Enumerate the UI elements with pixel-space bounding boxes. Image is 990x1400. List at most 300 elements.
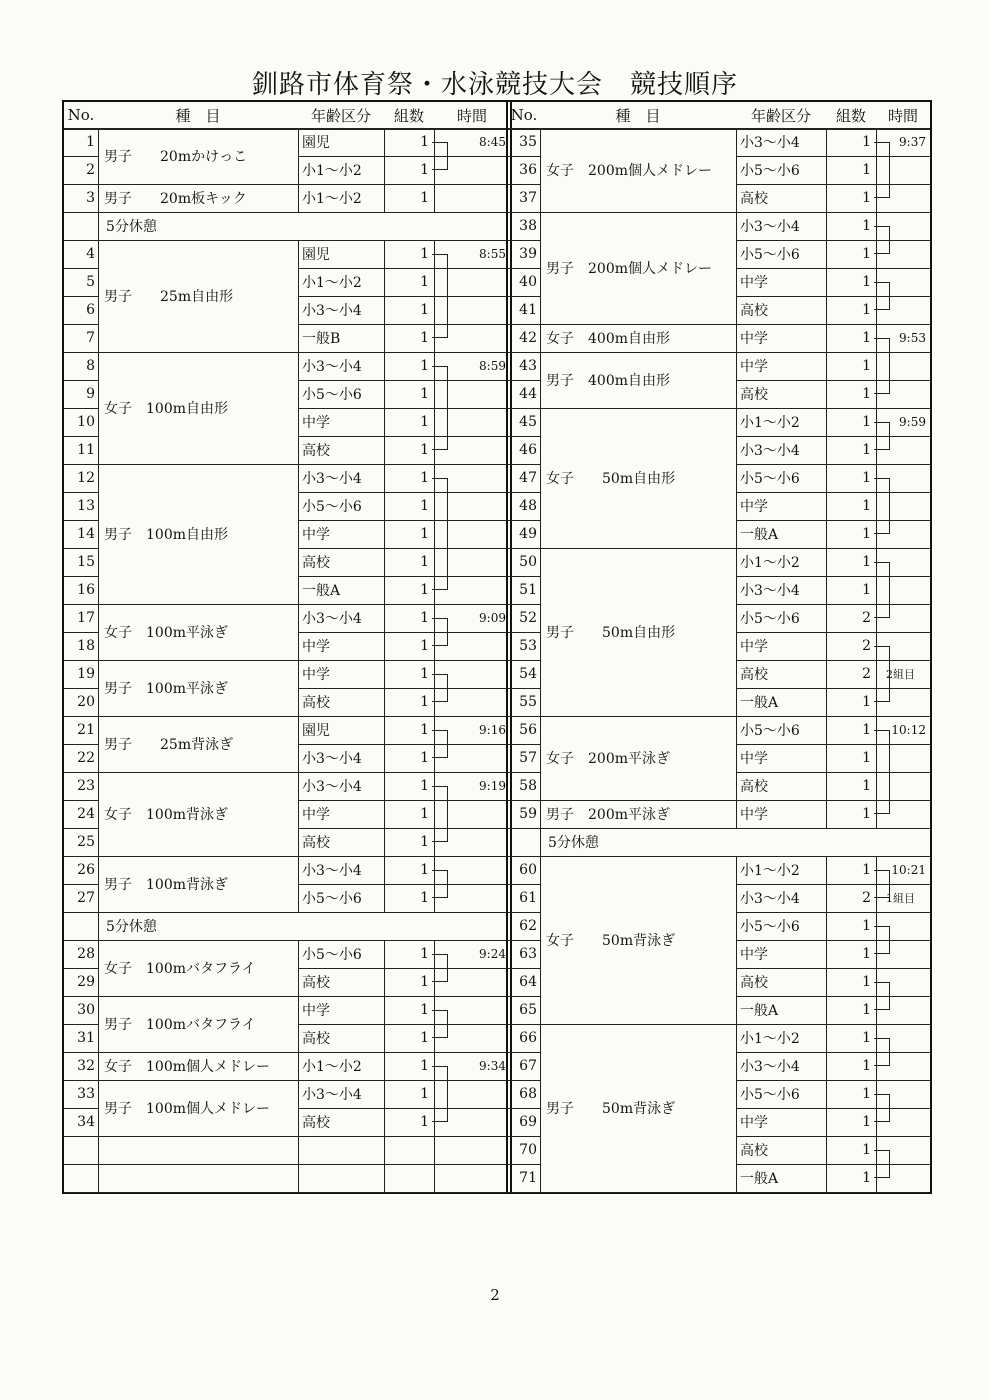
race-number: 37 xyxy=(519,190,537,206)
start-time: 8:59 xyxy=(479,359,506,373)
race-number: 68 xyxy=(519,1086,537,1102)
event-name: 女子 50m背泳ぎ xyxy=(546,933,676,949)
col-line xyxy=(298,548,299,576)
age-category: 中学 xyxy=(302,639,330,655)
col-line xyxy=(826,1024,827,1052)
group-count: 1 xyxy=(862,246,871,262)
group-count: 1 xyxy=(862,694,871,710)
col-line xyxy=(826,352,827,380)
group-count: 1 xyxy=(862,554,871,570)
start-time: 8:55 xyxy=(479,247,506,261)
group-count: 1 xyxy=(420,834,429,850)
col-line xyxy=(384,492,385,520)
col-line xyxy=(736,1136,737,1164)
race-number: 64 xyxy=(519,974,537,990)
col-line xyxy=(736,324,737,352)
col-line xyxy=(298,296,299,324)
group-count: 1 xyxy=(862,1142,871,1158)
age-category: 一般A xyxy=(740,1171,779,1187)
group-count: 1 xyxy=(420,1030,429,1046)
bracket-connector xyxy=(432,142,448,170)
col-line xyxy=(826,184,827,212)
break-row xyxy=(508,828,930,856)
age-category: 小5～小6 xyxy=(302,499,362,515)
age-category: 高校 xyxy=(302,1115,330,1131)
event-name: 男子 100m背泳ぎ xyxy=(104,877,228,893)
group-count: 1 xyxy=(862,1030,871,1046)
col-line xyxy=(826,660,827,688)
header-event: 種 目 xyxy=(615,106,661,125)
bracket-connector xyxy=(874,1150,890,1178)
age-category: 中学 xyxy=(302,1003,330,1019)
event-name: 男子 25m背泳ぎ xyxy=(104,737,234,753)
col-line xyxy=(826,1136,827,1164)
bracket-connector xyxy=(432,254,448,338)
col-line xyxy=(826,1108,827,1136)
col-line xyxy=(384,380,385,408)
bracket-connector xyxy=(874,870,890,898)
col-line xyxy=(384,940,385,968)
race-number: 27 xyxy=(77,890,95,906)
col-line xyxy=(298,492,299,520)
col-line xyxy=(826,1052,827,1080)
col-line xyxy=(826,296,827,324)
age-category: 小5～小6 xyxy=(740,611,800,627)
col-line xyxy=(384,828,385,856)
group-count: 1 xyxy=(420,526,429,542)
col-line xyxy=(826,1164,827,1192)
group-count: 1 xyxy=(420,498,429,514)
start-time xyxy=(434,1136,510,1164)
col-line xyxy=(736,856,737,884)
group-count: 1 xyxy=(420,414,429,430)
col-line xyxy=(736,996,737,1024)
col-line xyxy=(298,632,299,660)
col-line xyxy=(826,688,827,716)
col-line xyxy=(826,856,827,884)
group-count: 1 xyxy=(862,330,871,346)
col-line xyxy=(540,828,541,856)
age-category: 中学 xyxy=(302,415,330,431)
age-category: 高校 xyxy=(302,975,330,991)
event-name: 男子 200m平泳ぎ xyxy=(546,807,670,823)
event-name: 女子 200m個人メドレー xyxy=(546,163,712,179)
age-category: 中学 xyxy=(740,1115,768,1131)
col-line xyxy=(298,828,299,856)
group-count: 1 xyxy=(862,946,871,962)
group-count: 2 xyxy=(862,638,871,654)
race-number: 36 xyxy=(519,162,537,178)
col-line xyxy=(384,240,385,268)
group-count: 1 xyxy=(862,1002,871,1018)
age-category: 高校 xyxy=(302,443,330,459)
race-number: 34 xyxy=(77,1114,95,1130)
age-category: 中学 xyxy=(740,499,768,515)
col-line xyxy=(736,240,737,268)
bracket-connector xyxy=(432,618,448,646)
col-line xyxy=(298,1108,299,1136)
race-number: 42 xyxy=(519,330,537,346)
group-count: 1 xyxy=(420,974,429,990)
race-number: 33 xyxy=(77,1086,95,1102)
header-time: 時間 xyxy=(887,106,918,125)
age-category: 小5～小6 xyxy=(740,723,800,739)
col-line xyxy=(384,856,385,884)
col-line xyxy=(736,156,737,184)
col-line xyxy=(298,268,299,296)
col-line xyxy=(736,716,737,744)
group-count: 1 xyxy=(862,918,871,934)
group-count: 1 xyxy=(420,946,429,962)
start-time: 9:19 xyxy=(479,779,506,793)
race-number: 26 xyxy=(77,862,95,878)
group-count: 1 xyxy=(862,302,871,318)
col-line xyxy=(826,128,827,156)
schedule-table-right xyxy=(506,100,932,1194)
group-count: 1 xyxy=(420,750,429,766)
race-number: 9 xyxy=(86,386,95,402)
group-count: 1 xyxy=(420,358,429,374)
age-category: 小3～小4 xyxy=(302,863,362,879)
col-line xyxy=(434,184,435,212)
col-line xyxy=(434,1136,435,1164)
race-number: 50 xyxy=(519,554,537,570)
age-category: 小5～小6 xyxy=(740,471,800,487)
group-count: 1 xyxy=(420,890,429,906)
group-count: 1 xyxy=(420,1058,429,1074)
bracket-connector xyxy=(874,142,890,198)
group-count: 1 xyxy=(862,414,871,430)
event-name: 男子 100m自由形 xyxy=(104,527,228,543)
age-category: 中学 xyxy=(302,667,330,683)
col-line xyxy=(98,212,99,240)
age-category: 小5～小6 xyxy=(302,387,362,403)
group-count: 1 xyxy=(420,386,429,402)
race-number: 7 xyxy=(86,330,95,346)
age-category: 小3～小4 xyxy=(302,471,362,487)
group-count: 1 xyxy=(420,162,429,178)
age-category: 小1～小2 xyxy=(302,163,362,179)
col-line xyxy=(298,968,299,996)
age-category: 小3～小4 xyxy=(302,779,362,795)
col-line xyxy=(298,688,299,716)
heat-note: 1組目 xyxy=(886,892,915,905)
col-line xyxy=(826,324,827,352)
race-number: 53 xyxy=(519,638,537,654)
col-line xyxy=(736,940,737,968)
group-count: 1 xyxy=(420,554,429,570)
col-line xyxy=(298,520,299,548)
group-count: 1 xyxy=(862,722,871,738)
col-line xyxy=(826,912,827,940)
col-line xyxy=(826,156,827,184)
col-line xyxy=(736,660,737,688)
race-number: 28 xyxy=(77,946,95,962)
age-category: 高校 xyxy=(302,835,330,851)
race-number: 11 xyxy=(77,442,95,458)
bracket-connector xyxy=(874,982,890,1010)
group-count: 1 xyxy=(420,1114,429,1130)
group-count: 1 xyxy=(862,442,871,458)
col-line xyxy=(298,464,299,492)
col-line xyxy=(298,800,299,828)
age-category: 園児 xyxy=(302,723,330,739)
race-number: 16 xyxy=(77,582,95,598)
bracket-connector xyxy=(432,1066,448,1122)
age-category: 中学 xyxy=(740,807,768,823)
age-category: 小5～小6 xyxy=(740,247,800,263)
header-age: 年齢区分 xyxy=(750,106,811,125)
age-category: 高校 xyxy=(740,1143,768,1159)
age-category: 小1～小2 xyxy=(740,555,800,571)
col-line xyxy=(736,352,737,380)
col-line xyxy=(736,268,737,296)
page-title: 釧路市体育祭・水泳競技大会 競技順序 xyxy=(251,70,738,100)
event-name: 女子 100m個人メドレー xyxy=(104,1059,270,1075)
event-name: 女子 100m平泳ぎ xyxy=(104,625,228,641)
col-line xyxy=(736,744,737,772)
group-count: 1 xyxy=(420,470,429,486)
page-number: 2 xyxy=(490,1286,500,1304)
col-line xyxy=(736,464,737,492)
col-line xyxy=(736,380,737,408)
col-line xyxy=(298,408,299,436)
col-line xyxy=(98,912,99,940)
age-category xyxy=(298,1164,384,1192)
event-name: 男子 50m背泳ぎ xyxy=(546,1101,676,1117)
bracket-connector xyxy=(432,870,448,898)
col-line xyxy=(298,1164,299,1192)
group-count: 1 xyxy=(420,442,429,458)
race-number: 55 xyxy=(519,694,537,710)
group-count: 1 xyxy=(862,162,871,178)
col-line xyxy=(736,548,737,576)
age-category: 小1～小2 xyxy=(740,415,800,431)
age-category: 中学 xyxy=(302,807,330,823)
bracket-connector xyxy=(874,562,890,618)
age-category: 小5～小6 xyxy=(302,947,362,963)
race-number: 44 xyxy=(519,386,537,402)
col-line xyxy=(384,716,385,744)
age-category: 一般A xyxy=(302,583,341,599)
race-number: 61 xyxy=(519,890,537,906)
race-number: 71 xyxy=(519,1170,537,1186)
race-number: 45 xyxy=(519,414,537,430)
race-number: 51 xyxy=(519,582,537,598)
race-number: 54 xyxy=(519,666,537,682)
group-count: 1 xyxy=(862,750,871,766)
header-groups: 組数 xyxy=(835,106,866,125)
start-time: 9:53 xyxy=(899,331,926,345)
group-count: 1 xyxy=(862,218,871,234)
race-number: 49 xyxy=(519,526,537,542)
group-count: 1 xyxy=(862,526,871,542)
col-line xyxy=(384,1052,385,1080)
age-category: 高校 xyxy=(740,303,768,319)
group-count: 1 xyxy=(862,386,871,402)
age-category: 小3～小4 xyxy=(302,611,362,627)
col-line xyxy=(384,352,385,380)
race-number: 69 xyxy=(519,1114,537,1130)
age-category: 小1～小2 xyxy=(302,191,362,207)
row-line xyxy=(508,1192,930,1193)
age-category: 一般A xyxy=(740,695,779,711)
col-line xyxy=(298,380,299,408)
start-time: 10:21 xyxy=(891,863,926,877)
col-line xyxy=(384,688,385,716)
group-count: 1 xyxy=(862,358,871,374)
table-row xyxy=(64,1136,510,1164)
col-line xyxy=(384,800,385,828)
col-line xyxy=(298,1052,299,1080)
age-category: 一般B xyxy=(302,331,341,347)
col-line xyxy=(736,772,737,800)
race-number: 15 xyxy=(77,554,95,570)
race-number: 56 xyxy=(519,722,537,738)
col-line xyxy=(384,772,385,800)
age-category: 一般A xyxy=(740,527,779,543)
col-line xyxy=(826,464,827,492)
group-count: 1 xyxy=(420,302,429,318)
col-line xyxy=(298,716,299,744)
group-count: 1 xyxy=(862,582,871,598)
age-category: 小5～小6 xyxy=(740,919,800,935)
col-line xyxy=(826,940,827,968)
group-count: 1 xyxy=(420,610,429,626)
col-line xyxy=(736,408,737,436)
col-line xyxy=(384,1108,385,1136)
start-time xyxy=(434,1164,510,1192)
col-line xyxy=(384,464,385,492)
bracket-connector xyxy=(432,366,448,450)
age-category: 小5～小6 xyxy=(740,163,800,179)
group-count: 1 xyxy=(420,1002,429,1018)
group-count: 1 xyxy=(862,134,871,150)
race-number: 39 xyxy=(519,246,537,262)
group-count: 1 xyxy=(420,638,429,654)
start-time: 9:37 xyxy=(899,135,926,149)
col-line xyxy=(384,548,385,576)
race-number: 41 xyxy=(519,302,537,318)
bracket-connector xyxy=(432,1010,448,1038)
break-row xyxy=(64,912,510,940)
col-line xyxy=(298,324,299,352)
race-number: 35 xyxy=(519,134,537,150)
event-name: 男子 20mかけっこ xyxy=(104,149,248,165)
col-line xyxy=(384,1136,385,1164)
age-category: 高校 xyxy=(740,975,768,991)
event-name: 男子 50m自由形 xyxy=(546,625,676,641)
age-category: 小1～小2 xyxy=(740,863,800,879)
age-category: 高校 xyxy=(302,1031,330,1047)
group-count: 1 xyxy=(862,1058,871,1074)
age-category: 高校 xyxy=(302,555,330,571)
header-row xyxy=(508,102,930,128)
col-line xyxy=(826,520,827,548)
group-count: 1 xyxy=(862,1114,871,1130)
break-label: 5分休憩 xyxy=(106,219,157,235)
col-line xyxy=(736,436,737,464)
col-line xyxy=(384,520,385,548)
age-category: 高校 xyxy=(740,387,768,403)
age-category: 小3～小4 xyxy=(302,1087,362,1103)
bracket-connector xyxy=(874,926,890,954)
event-name: 男子 25m自由形 xyxy=(104,289,234,305)
col-line xyxy=(298,128,299,156)
col-line xyxy=(298,744,299,772)
group-count: 1 xyxy=(420,330,429,346)
race-number: 32 xyxy=(77,1058,95,1074)
race-number: 3 xyxy=(86,190,95,206)
col-line xyxy=(826,632,827,660)
header-row xyxy=(64,102,510,128)
col-line xyxy=(736,212,737,240)
race-number: 5 xyxy=(86,274,95,290)
col-line xyxy=(736,884,737,912)
age-category: 小3～小4 xyxy=(302,303,362,319)
group-count: 1 xyxy=(862,806,871,822)
group-count: 1 xyxy=(420,246,429,262)
col-line xyxy=(298,996,299,1024)
group-count xyxy=(384,1164,434,1192)
col-line xyxy=(736,800,737,828)
bracket-connector xyxy=(874,646,890,702)
start-time: 10:12 xyxy=(891,723,926,737)
race-number: 21 xyxy=(77,722,95,738)
col-line xyxy=(826,744,827,772)
race-number: 63 xyxy=(519,946,537,962)
bracket-connector xyxy=(874,1094,890,1122)
race-number: 46 xyxy=(519,442,537,458)
col-line xyxy=(826,604,827,632)
group-count: 1 xyxy=(420,862,429,878)
event-name: 女子 400m自由形 xyxy=(546,331,670,347)
header-time: 時間 xyxy=(456,106,487,125)
start-time: 8:45 xyxy=(479,135,506,149)
start-time: 9:34 xyxy=(479,1059,506,1073)
age-category xyxy=(298,1136,384,1164)
start-time: 9:09 xyxy=(479,611,506,625)
age-category: 高校 xyxy=(302,695,330,711)
race-number: 19 xyxy=(77,666,95,682)
col-line xyxy=(298,240,299,268)
race-number: 17 xyxy=(77,610,95,626)
age-category: 小3～小4 xyxy=(302,751,362,767)
race-number: 12 xyxy=(77,470,95,486)
col-line xyxy=(826,240,827,268)
age-category: 小5～小6 xyxy=(740,1087,800,1103)
group-count: 1 xyxy=(862,1086,871,1102)
col-line xyxy=(736,492,737,520)
col-line xyxy=(736,1052,737,1080)
col-line xyxy=(98,1136,99,1164)
group-count: 1 xyxy=(420,1086,429,1102)
break-row xyxy=(64,212,510,240)
col-line xyxy=(298,1024,299,1052)
col-line xyxy=(736,1080,737,1108)
race-number: 23 xyxy=(77,778,95,794)
col-line xyxy=(384,884,385,912)
header-event: 種 目 xyxy=(175,106,221,125)
race-number: 57 xyxy=(519,750,537,766)
group-count: 1 xyxy=(862,274,871,290)
col-line xyxy=(384,660,385,688)
age-category: 小1～小2 xyxy=(302,275,362,291)
event-name: 男子 200m個人メドレー xyxy=(546,261,712,277)
header-no: No. xyxy=(67,106,95,124)
col-line xyxy=(736,604,737,632)
age-category: 中学 xyxy=(740,331,768,347)
